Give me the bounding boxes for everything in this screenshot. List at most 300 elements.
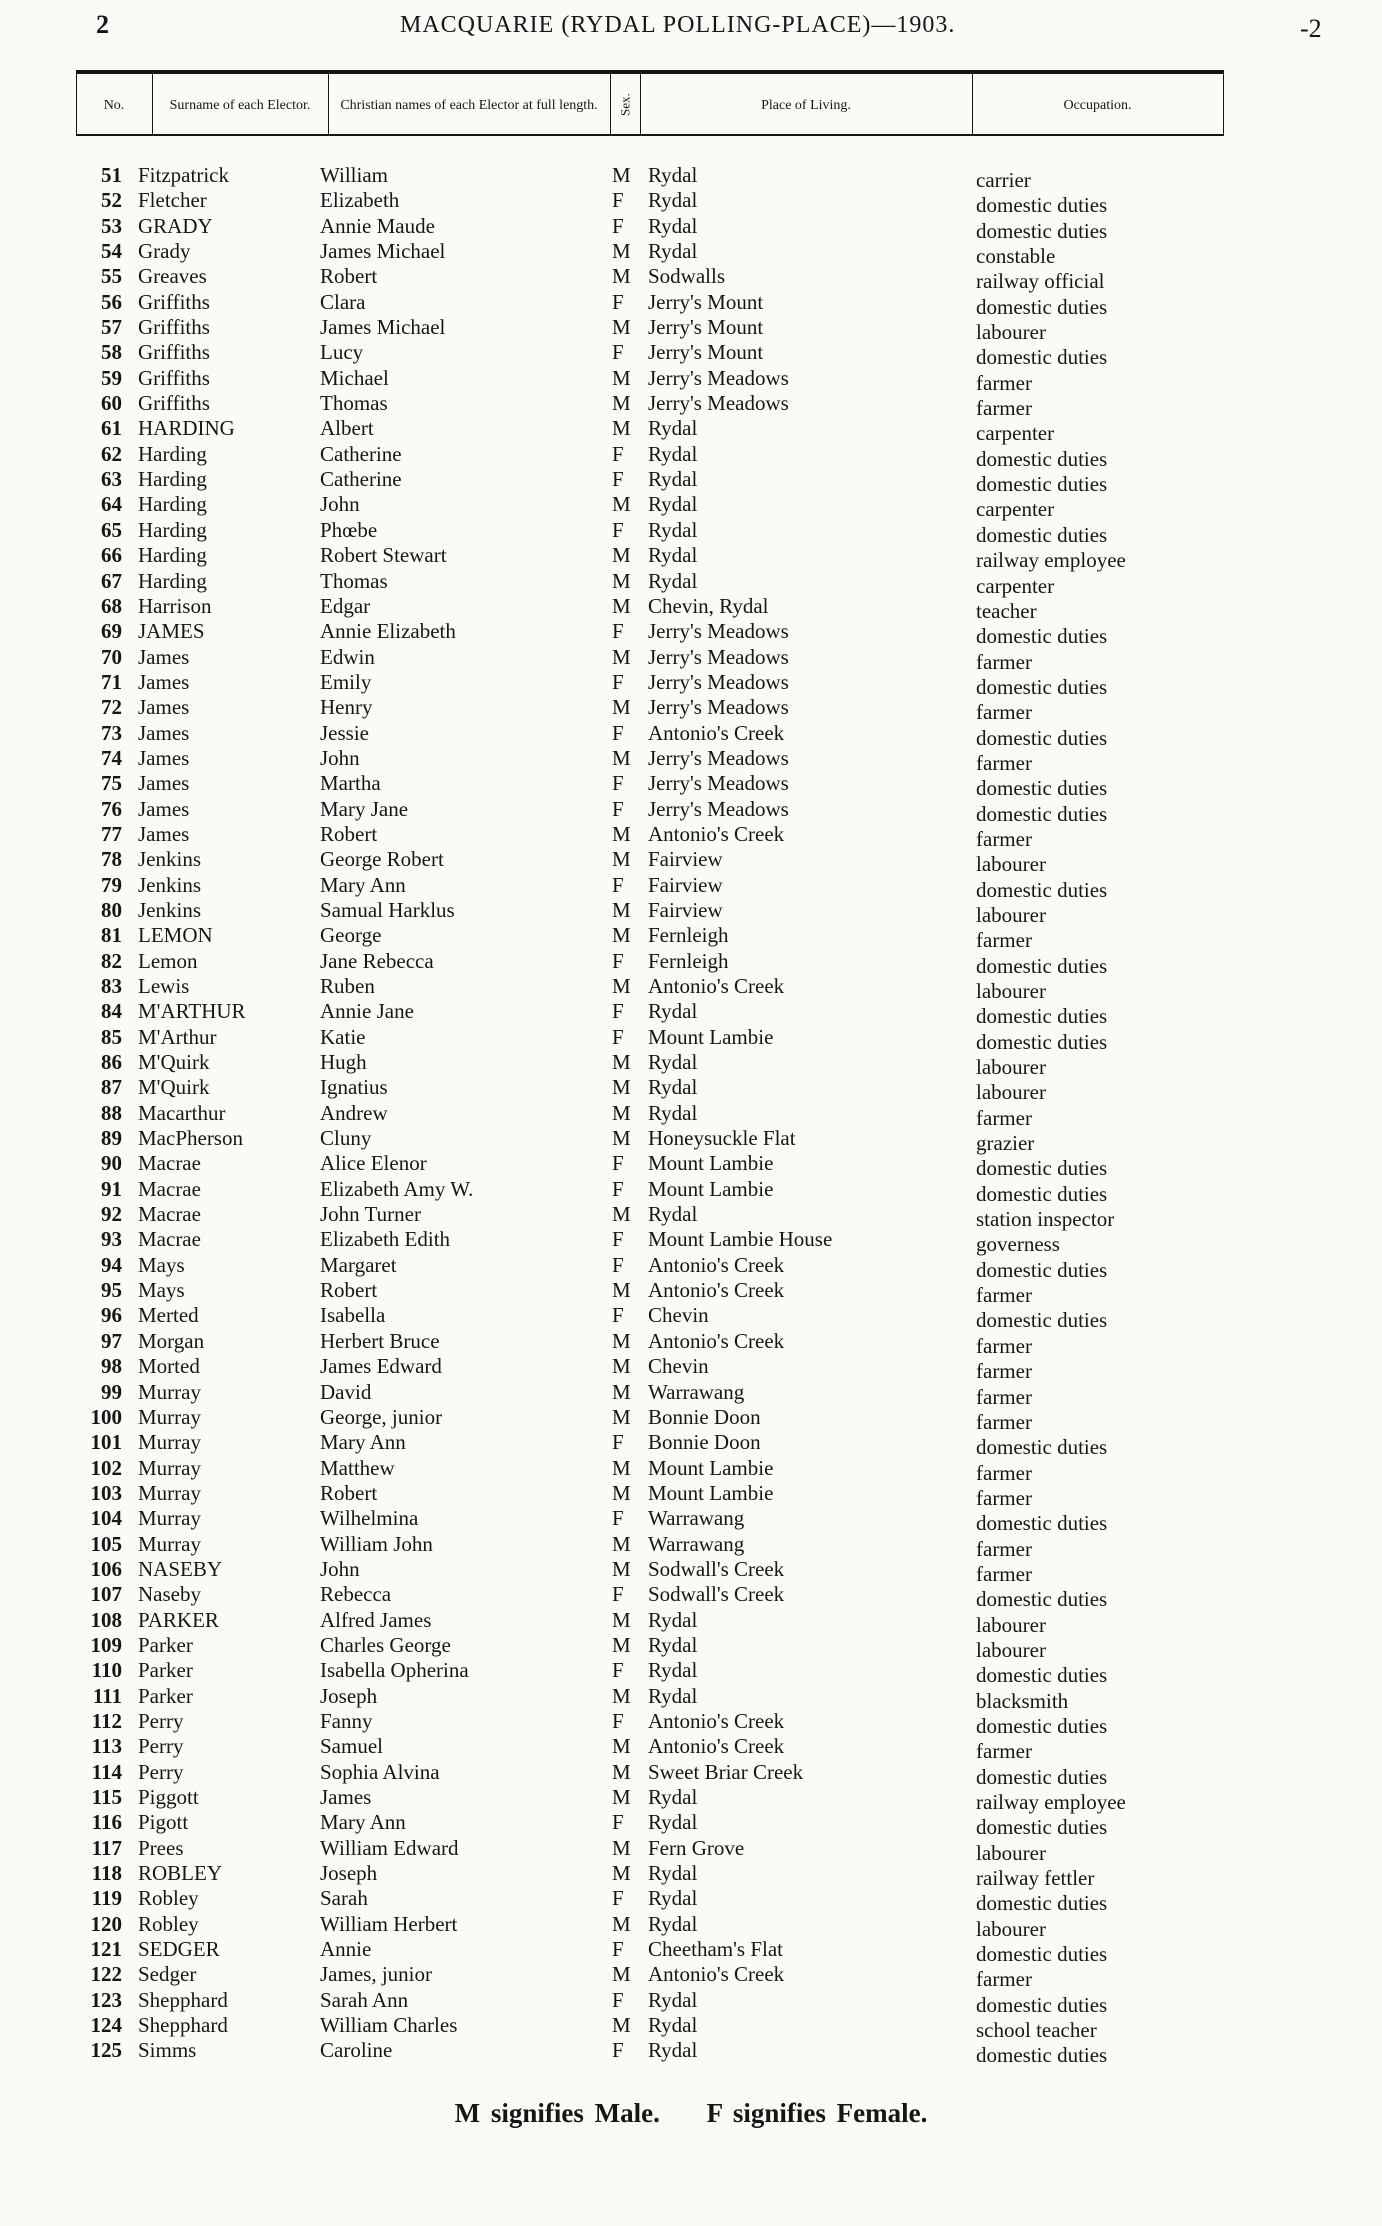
elector-number: 82 [101,948,122,973]
elector-surname: Macrae [138,1202,201,1227]
elector-sex: F [612,999,624,1024]
elector-occupation: domestic duties [976,472,1108,497]
elector-number: 94 [101,1252,122,1277]
elector-sex: F [612,1886,624,1911]
elector-number: 122 [90,1962,122,1987]
elector-occupation: farmer [976,370,1032,395]
elector-surname: Murray [138,1455,201,1480]
elector-sex: M [612,847,631,872]
elector-place-of-living: Honeysuckle Flat [648,1126,796,1151]
elector-sex: M [612,416,631,441]
column-divider [328,74,329,136]
elector-place-of-living: Jerry's Meadows [648,796,789,821]
elector-occupation: domestic duties [976,294,1108,319]
elector-number: 51 [101,163,122,187]
elector-surname: SEDGER [138,1937,220,1962]
elector-number: 90 [101,1151,122,1176]
elector-christian-names: Joseph [320,1861,378,1886]
elector-occupation: domestic duties [976,1942,1108,1967]
elector-surname: M'ARTHUR [138,999,246,1024]
elector-surname: Griffiths [138,340,210,365]
elector-occupation: labourer [976,1916,1046,1941]
elector-occupation: domestic duties [976,1511,1108,1536]
electors-list [0,163,1382,2068]
column-header-christian: Christian names of each Elector at full length. [340,97,598,113]
elector-occupation: farmer [976,1359,1032,1384]
elector-place-of-living: Bonnie Doon [648,1430,761,1455]
elector-place-of-living: Jerry's Meadows [648,745,789,770]
table-row [0,796,1382,826]
elector-place-of-living: Antonio's Creek [648,1962,785,1987]
elector-surname: Murray [138,1404,201,1429]
elector-place-of-living: Chevin [648,1354,709,1379]
elector-sex: F [612,1303,624,1328]
elector-christian-names: Robert [320,1480,378,1505]
elector-sex: M [612,1556,631,1581]
table-row [0,1683,1382,1713]
elector-occupation: farmer [976,826,1032,851]
elector-surname: Lewis [138,974,190,998]
elector-place-of-living: Fernleigh [648,923,729,948]
elector-sex: M [612,239,631,264]
table-row [0,1861,1382,1891]
elector-place-of-living: Fernleigh [648,948,729,973]
elector-christian-names: Alice Elenor [320,1151,427,1176]
elector-christian-names: Cluny [320,1126,372,1151]
elector-surname: James [138,695,190,720]
elector-surname: Prees [138,1835,184,1860]
elector-occupation: farmer [976,1561,1032,1586]
elector-place-of-living: Rydal [648,492,698,517]
elector-occupation: domestic duties [976,1815,1108,1840]
elector-place-of-living: Jerry's Meadows [648,771,789,796]
table-row [0,1734,1382,1764]
elector-occupation: farmer [976,1536,1032,1561]
elector-place-of-living: Chevin, Rydal [648,593,769,618]
elector-surname: Griffiths [138,391,210,416]
elector-sex: F [612,1658,624,1683]
elector-sex: M [612,163,631,187]
elector-place-of-living: Jerry's Mount [648,340,764,365]
elector-occupation: domestic duties [976,1587,1108,1612]
column-divider [152,74,153,136]
elector-place-of-living: Jerry's Meadows [648,391,789,416]
elector-place-of-living: Sodwalls [648,264,726,289]
elector-sex: M [612,1050,631,1075]
elector-surname: Merted [138,1303,199,1328]
elector-place-of-living: Warrawang [648,1531,745,1556]
elector-surname: James [138,669,190,694]
elector-number: 74 [101,745,122,770]
elector-occupation: labourer [976,1080,1046,1105]
elector-occupation: domestic duties [976,1029,1108,1054]
elector-christian-names: Rebecca [320,1582,392,1607]
table-row [0,897,1382,927]
table-row [0,1430,1382,1460]
table-row [0,821,1382,851]
elector-occupation: domestic duties [976,1992,1108,2017]
column-header-sex: Sex. [617,93,633,117]
elector-number: 70 [101,644,122,669]
elector-sex: M [612,492,631,517]
table-row [0,771,1382,801]
elector-number: 124 [90,2013,122,2038]
elector-number: 121 [90,1937,122,1962]
elector-surname: Shepphard [138,1987,228,2012]
elector-place-of-living: Rydal [648,188,698,213]
elector-sex: F [612,213,624,238]
elector-christian-names: George Robert [320,847,444,872]
table-row [0,1151,1382,1181]
elector-number: 79 [101,872,122,897]
elector-occupation: blacksmith [976,1688,1069,1713]
female-legend: F signifies Female. [706,2098,928,2128]
elector-place-of-living: Mount Lambie [648,1024,774,1049]
elector-sex: M [612,593,631,618]
elector-number: 96 [101,1303,122,1328]
elector-number: 76 [101,796,122,821]
table-row [0,1607,1382,1637]
elector-place-of-living: Rydal [648,1683,698,1708]
elector-occupation: farmer [976,396,1032,421]
table-row [0,1379,1382,1409]
elector-surname: Harding [138,517,207,542]
elector-occupation: domestic duties [976,1764,1108,1789]
elector-sex: F [612,1937,624,1962]
elector-sex: M [612,1861,631,1886]
elector-place-of-living: Rydal [648,1202,698,1227]
table-row [0,416,1382,446]
elector-christian-names: Elizabeth Edith [320,1227,451,1252]
elector-place-of-living: Rydal [648,1050,698,1075]
elector-occupation: farmer [976,928,1032,953]
elector-number: 88 [101,1100,122,1125]
elector-place-of-living: Antonio's Creek [648,974,785,998]
elector-surname: Parker [138,1658,193,1683]
elector-number: 80 [101,897,122,922]
elector-occupation: domestic duties [976,1891,1108,1916]
elector-sex: F [612,1810,624,1835]
elector-surname: James [138,771,190,796]
elector-christian-names: Joseph [320,1683,378,1708]
elector-number: 66 [101,543,122,568]
elector-sex: F [612,1024,624,1049]
elector-sex: M [612,391,631,416]
elector-occupation: domestic duties [976,1257,1108,1282]
table-row [0,1252,1382,1282]
table-row [0,1480,1382,1510]
elector-sex: F [612,796,624,821]
elector-surname: Jenkins [138,847,201,872]
elector-christian-names: Edwin [320,644,375,669]
elector-occupation: school teacher [976,2018,1097,2043]
elector-christian-names: Wilhelmina [320,1506,419,1531]
elector-place-of-living: Antonio's Creek [648,1708,785,1733]
elector-sex: M [612,1632,631,1657]
elector-surname: ROBLEY [138,1861,222,1886]
elector-christian-names: Phœbe [320,517,378,542]
elector-number: 108 [90,1607,122,1632]
elector-sex: F [612,467,624,492]
elector-sex: M [612,1100,631,1125]
elector-surname: Mays [138,1278,185,1303]
elector-occupation: domestic duties [976,446,1108,471]
table-row [0,872,1382,902]
elector-place-of-living: Rydal [648,1607,698,1632]
elector-place-of-living: Rydal [648,1987,698,2012]
elector-number: 92 [101,1202,122,1227]
table-row [0,999,1382,1029]
elector-number: 102 [90,1455,122,1480]
elector-occupation: labourer [976,902,1046,927]
elector-surname: Jenkins [138,897,201,922]
elector-christian-names: Thomas [320,568,388,593]
elector-place-of-living: Antonio's Creek [648,1278,785,1303]
elector-number: 86 [101,1050,122,1075]
elector-place-of-living: Antonio's Creek [648,821,785,846]
elector-place-of-living: Rydal [648,517,698,542]
table-row [0,1886,1382,1916]
elector-occupation: station inspector [976,1207,1115,1232]
elector-occupation: grazier [976,1131,1035,1156]
elector-occupation: labourer [976,1840,1046,1865]
table-row [0,239,1382,269]
elector-christian-names: Albert [320,416,374,441]
elector-surname: M'Quirk [138,1050,210,1075]
elector-place-of-living: Rydal [648,1632,698,1657]
elector-number: 115 [91,1785,122,1809]
table-row [0,1632,1382,1662]
elector-occupation: domestic duties [976,193,1108,218]
elector-sex: M [612,1835,631,1860]
elector-surname: Robley [138,1886,199,1911]
elector-number: 54 [101,239,122,264]
elector-christian-names: Herbert Bruce [320,1328,440,1353]
elector-christian-names: Emily [320,669,372,694]
elector-surname: Fletcher [138,188,207,213]
elector-sex: F [612,771,624,796]
table-row [0,517,1382,547]
elector-christian-names: Jane Rebecca [320,948,434,973]
elector-occupation: domestic duties [976,1435,1108,1460]
elector-christian-names: John Turner [320,1202,421,1227]
elector-number: 81 [101,923,122,948]
table-row [0,1835,1382,1865]
elector-surname: James [138,720,190,745]
elector-occupation: constable [976,244,1056,269]
elector-place-of-living: Jerry's Meadows [648,669,789,694]
elector-surname: Murray [138,1379,201,1404]
elector-surname: James [138,745,190,770]
elector-place-of-living: Jerry's Meadows [648,619,789,644]
table-row [0,720,1382,750]
elector-place-of-living: Sweet Briar Creek [648,1759,804,1784]
elector-occupation: railway employee [976,1790,1126,1814]
table-row [0,948,1382,978]
page-number: 2 [96,10,109,39]
elector-sex: M [612,1607,631,1632]
elector-christian-names: Mary Ann [320,1430,406,1455]
elector-surname: Harding [138,441,207,466]
elector-christian-names: Michael [320,365,389,390]
elector-christian-names: Andrew [320,1100,388,1125]
elector-christian-names: Annie [320,1937,372,1962]
elector-number: 119 [91,1886,122,1911]
table-row [0,163,1382,192]
table-row [0,1556,1382,1586]
table-row [0,1911,1382,1941]
column-header-occupation: Occupation. [1063,97,1132,113]
elector-surname: Piggott [138,1785,199,1809]
elector-christian-names: Matthew [320,1455,395,1480]
elector-number: 103 [90,1480,122,1505]
elector-number: 77 [101,821,122,846]
elector-place-of-living: Antonio's Creek [648,1734,785,1759]
elector-surname: Sedger [138,1962,197,1987]
elector-occupation: domestic duties [976,1004,1108,1029]
elector-number: 100 [90,1404,122,1429]
elector-number: 98 [101,1354,122,1379]
elector-christian-names: Alfred James [320,1607,432,1632]
footer-legend [0,2098,1382,2129]
elector-sex: M [612,1455,631,1480]
elector-christian-names: Clara [320,289,366,314]
elector-surname: Harding [138,543,207,568]
elector-christian-names: Ruben [320,974,375,998]
table-row [0,1937,1382,1967]
elector-christian-names: Margaret [320,1252,397,1277]
page-title: MACQUARIE (RYDAL POLLING-PLACE)—1903. [400,12,956,38]
elector-place-of-living: Rydal [648,2038,698,2063]
table-row [0,1785,1382,1814]
elector-number: 73 [101,720,122,745]
elector-sex: M [612,1531,631,1556]
elector-number: 85 [101,1024,122,1049]
elector-surname: Simms [138,2038,197,2063]
elector-place-of-living: Rydal [648,568,698,593]
elector-surname: Harding [138,568,207,593]
elector-number: 68 [101,593,122,618]
elector-sex: M [612,1404,631,1429]
elector-number: 83 [101,974,122,998]
elector-sex: F [612,1176,624,1201]
elector-number: 116 [91,1810,122,1835]
elector-place-of-living: Mount Lambie [648,1151,774,1176]
table-row [0,745,1382,775]
table-row [0,923,1382,953]
elector-sex: M [612,923,631,948]
elector-surname: Morgan [138,1328,205,1353]
elector-occupation: farmer [976,1409,1032,1434]
elector-sex: F [612,340,624,365]
elector-surname: Harrison [138,593,212,618]
elector-place-of-living: Antonio's Creek [648,1252,785,1277]
elector-occupation: governess [976,1232,1060,1257]
elector-number: 60 [101,391,122,416]
elector-surname: Fitzpatrick [138,163,229,187]
table-row [0,1506,1382,1536]
elector-place-of-living: Sodwall's Creek [648,1556,785,1581]
elector-occupation: labourer [976,1055,1046,1080]
elector-number: 55 [101,264,122,289]
elector-christian-names: Mary Jane [320,796,409,821]
table-row [0,1303,1382,1333]
elector-surname: PARKER [138,1607,219,1632]
elector-sex: M [612,543,631,568]
elector-christian-names: Thomas [320,391,388,416]
elector-surname: Perry [138,1759,184,1784]
elector-surname: NASEBY [138,1556,223,1581]
header-rule-top [76,70,1224,74]
table-row [0,593,1382,623]
elector-christian-names: Lucy [320,340,364,365]
elector-christian-names: Fanny [320,1708,373,1733]
elector-sex: M [612,745,631,770]
elector-number: 63 [101,467,122,492]
elector-sex: M [612,1379,631,1404]
table-row [0,669,1382,699]
elector-sex: M [612,568,631,593]
column-header-no: No. [103,97,125,113]
elector-occupation: domestic duties [976,953,1108,978]
elector-sex: M [612,974,631,998]
elector-occupation: domestic duties [976,674,1108,699]
elector-number: 67 [101,568,122,593]
elector-sex: F [612,1227,624,1252]
elector-sex: M [612,1962,631,1987]
elector-place-of-living: Rydal [648,543,698,568]
elector-christian-names: George [320,923,382,948]
elector-occupation: domestic duties [976,725,1108,750]
elector-sex: F [612,1987,624,2012]
elector-occupation: teacher [976,598,1037,623]
elector-surname: Harding [138,492,207,517]
elector-place-of-living: Antonio's Creek [648,720,785,745]
elector-number: 101 [90,1430,122,1455]
elector-number: 71 [101,669,122,694]
elector-number: 69 [101,619,122,644]
elector-christian-names: John [320,492,360,517]
elector-occupation: carpenter [976,573,1055,598]
elector-number: 123 [90,1987,122,2012]
table-row [0,1075,1382,1105]
elector-occupation: railway employee [976,548,1126,573]
elector-number: 110 [91,1658,122,1683]
table-row [0,1126,1382,1156]
elector-occupation: domestic duties [976,1156,1108,1181]
elector-christian-names: Robert Stewart [320,543,447,568]
table-row [0,2038,1382,2068]
elector-sex: M [612,2013,631,2038]
elector-occupation: domestic duties [976,624,1108,649]
elector-place-of-living: Cheetham's Flat [648,1937,784,1962]
elector-christian-names: Hugh [320,1050,367,1075]
elector-sex: F [612,619,624,644]
elector-surname: Pigott [138,1810,189,1835]
elector-christian-names: William [320,163,388,187]
elector-number: 64 [101,492,122,517]
elector-place-of-living: Mount Lambie [648,1176,774,1201]
elector-place-of-living: Rydal [648,1911,698,1936]
elector-christian-names: William Herbert [320,1911,458,1936]
elector-occupation: domestic duties [976,345,1108,370]
elector-number: 104 [90,1506,122,1531]
elector-place-of-living: Fairview [648,847,723,872]
elector-christian-names: David [320,1379,372,1404]
elector-christian-names: Sophia Alvina [320,1759,440,1784]
elector-number: 56 [101,289,122,314]
elector-occupation: domestic duties [976,877,1108,902]
